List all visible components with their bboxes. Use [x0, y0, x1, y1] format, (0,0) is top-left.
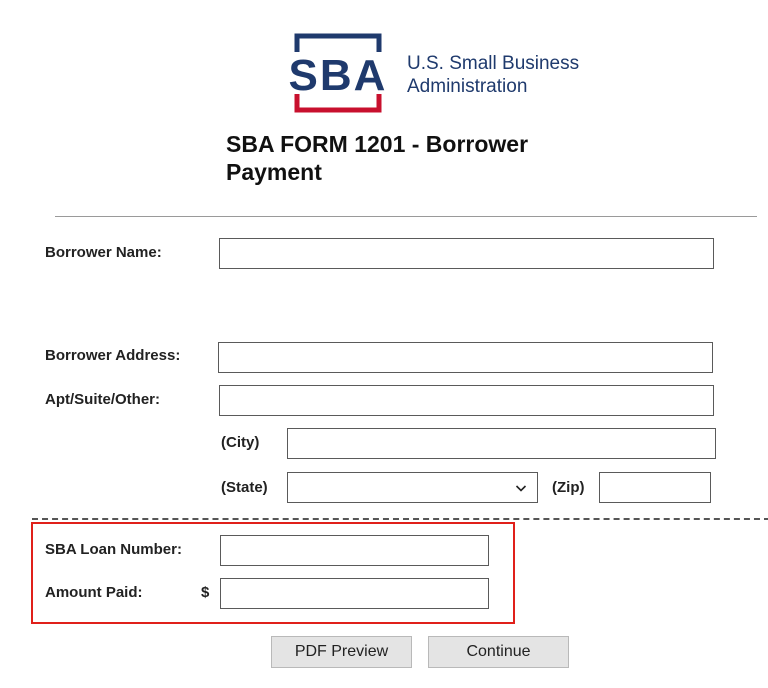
apt-suite-input[interactable]: [219, 385, 714, 416]
state-label: (State): [221, 479, 268, 496]
zip-label: (Zip): [552, 479, 585, 496]
city-label: (City): [221, 434, 260, 451]
borrower-name-label: Borrower Name:: [45, 244, 162, 261]
loan-number-label: SBA Loan Number:: [45, 541, 182, 558]
state-select[interactable]: [287, 472, 538, 503]
loan-number-input[interactable]: [220, 535, 489, 566]
borrower-address-input[interactable]: [218, 342, 713, 373]
borrower-address-label: Borrower Address:: [45, 347, 181, 364]
amount-paid-input[interactable]: [220, 578, 489, 609]
page-title-line-2: Payment: [226, 159, 322, 185]
chevron-down-icon: [515, 482, 527, 494]
sba-logo: [283, 32, 583, 114]
city-input[interactable]: [287, 428, 716, 459]
zip-input[interactable]: [599, 472, 711, 503]
amount-paid-label: Amount Paid:: [45, 584, 143, 601]
continue-button[interactable]: Continue: [428, 636, 569, 668]
logo-line-1: U.S. Small Business: [407, 53, 580, 74]
borrower-name-input[interactable]: [219, 238, 714, 269]
svg-text:SBA: SBA: [288, 51, 388, 100]
header-divider: [55, 216, 757, 217]
logo-line-2: Administration: [407, 76, 528, 97]
pdf-preview-button[interactable]: PDF Preview: [271, 636, 412, 668]
apt-suite-label: Apt/Suite/Other:: [45, 391, 160, 408]
page-title: [226, 130, 606, 186]
sba-logo-mark: [283, 32, 393, 114]
currency-symbol: $: [201, 584, 210, 601]
sba-logo-text: [407, 52, 579, 98]
section-divider: [32, 518, 768, 520]
page-title-line-1: SBA FORM 1201 - Borrower: [226, 131, 529, 157]
